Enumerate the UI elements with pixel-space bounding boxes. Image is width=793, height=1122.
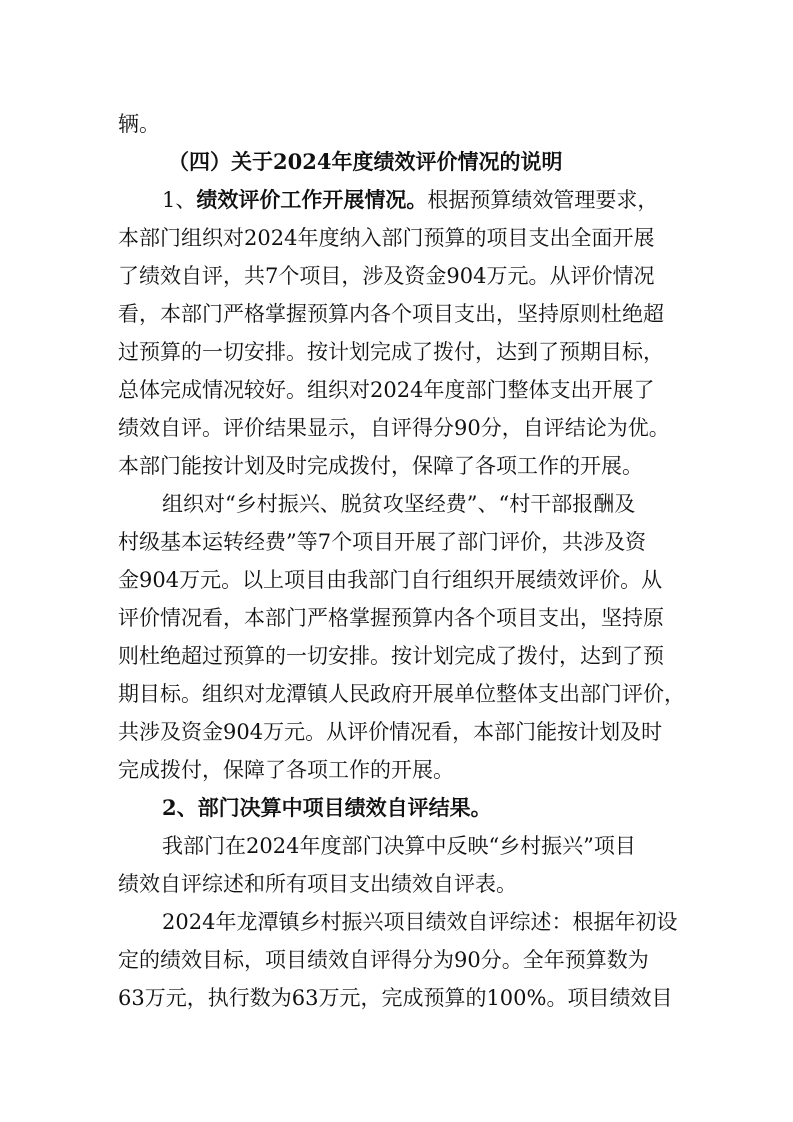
text-line: 63万元，执行数为63万元，完成预算的100%。项目绩效目 [118, 986, 673, 1010]
text-line: 共涉及资金904万元。从评价情况看，本部门能按计划及时 [118, 720, 663, 744]
text-line: 绩效自评综述和所有项目支出绩效自评表。 [118, 872, 517, 896]
text-line: 本部门能按计划及时完成拨付，保障了各项工作的开展。 [118, 454, 643, 478]
text-line: 金904万元。以上项目由我部门自行组织开展绩效评价。从 [118, 568, 663, 592]
section-number: 1、 [162, 188, 197, 212]
text-line: 看，本部门严格掌握预算内各个项目支出，坚持原则杜绝超 [118, 302, 664, 326]
text-line: 我部门在2024年度部门决算中反映“乡村振兴”项目 [162, 834, 636, 858]
text-line: 了绩效自评，共7个项目，涉及资金904万元。从评价情况 [118, 264, 655, 288]
text-line [162, 186, 688, 214]
text-run: 根据预算绩效管理要求， [427, 188, 659, 212]
text-line: 绩效自评。评价结果显示，自评得分90分，自评结论为优。 [118, 416, 670, 440]
text-line: 辆。 [118, 112, 160, 136]
text-line: 组织对“乡村振兴、脱贫攻坚经费”、“村干部报酬及 [162, 492, 636, 516]
text-line: 村级基本运转经费”等7个项目开展了部门评价，共涉及资 [118, 530, 647, 554]
text-line: 总体完成情况较好。组织对2024年度部门整体支出开展了 [118, 378, 655, 402]
text-line: 定的绩效目标，项目绩效自评得分为90分。全年预算数为 [118, 948, 649, 972]
text-line: 期目标。组织对龙潭镇人民政府开展单位整体支出部门评价， [118, 682, 685, 706]
text-line: 2024年龙潭镇乡村振兴项目绩效自评综述：根据年初设 [162, 910, 678, 934]
text-line: 完成拨付，保障了各项工作的开展。 [118, 758, 454, 782]
section-title: 绩效评价工作开展情况。 [196, 187, 428, 212]
section-heading: 2、部门决算中项目绩效自评结果。 [162, 795, 492, 820]
text-line: 过预算的一切安排。按计划完成了拨付，达到了预期目标， [118, 340, 664, 364]
text-line: 本部门组织对2024年度纳入部门预算的项目支出全面开展 [118, 226, 655, 250]
text-line: 则杜绝超过预算的一切安排。按计划完成了拨付，达到了预 [118, 644, 664, 668]
section-heading: （四）关于2024年度绩效评价情况的说明 [168, 149, 563, 174]
text-line: 评价情况看，本部门严格掌握预算内各个项目支出，坚持原 [118, 606, 664, 630]
